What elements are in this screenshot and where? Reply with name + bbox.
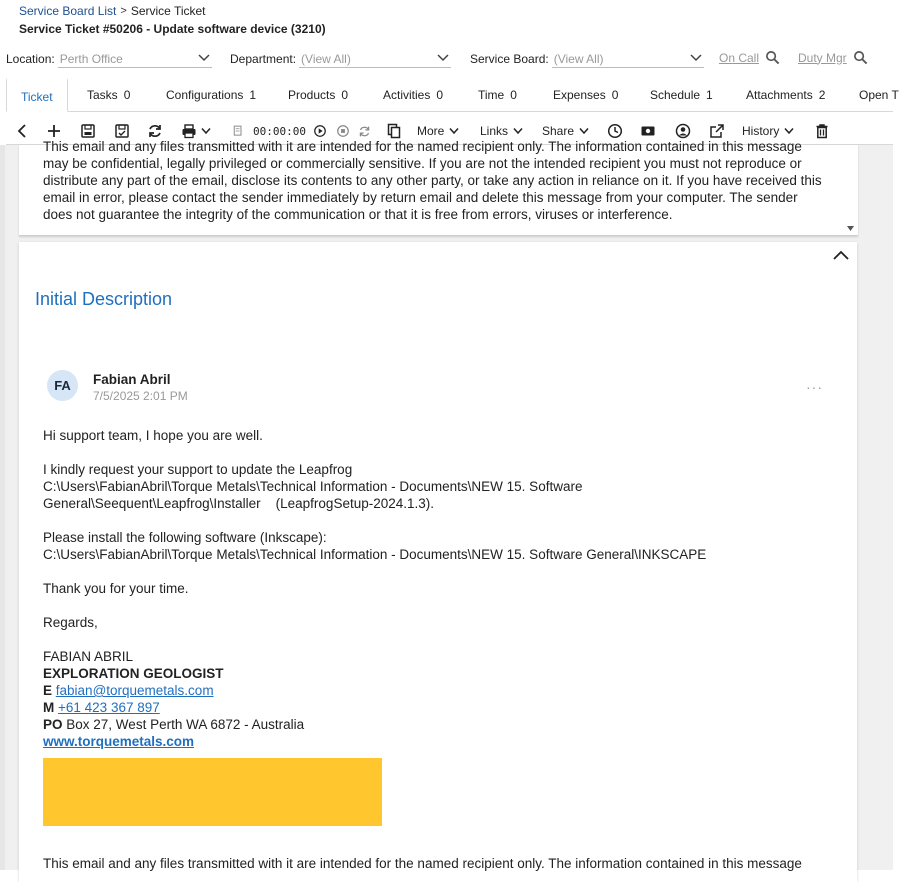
printer-icon [181, 123, 197, 139]
service-board-value: (View All) [553, 52, 604, 66]
copy-icon [386, 123, 402, 139]
user-circle-icon [675, 123, 691, 139]
refresh-icon [147, 123, 163, 139]
breadcrumb [19, 4, 206, 18]
tab-label: Activities [383, 88, 431, 102]
avatar: FA [47, 370, 78, 401]
email-link[interactable]: fabian@torquemetals.com [55, 683, 214, 698]
duty-mgr-link[interactable]: Duty Mgr [798, 50, 847, 65]
breadcrumb-service-board-list[interactable]: Service Board List [19, 4, 117, 18]
install-line: C:\Users\FabianAbril\Torque Metals\Technical Information - Documents\NEW 15. Software General\INKSCAPE [43, 547, 707, 562]
tab-label: Attachments [746, 88, 813, 102]
tab-label: Expenses [553, 88, 606, 102]
location-label: Location: [6, 52, 55, 66]
links-label: Links [480, 124, 509, 138]
tab-tasks[interactable] [87, 78, 130, 112]
tab-count: 2 [818, 88, 826, 102]
chevron-down-icon [690, 53, 702, 63]
clock-icon [607, 123, 623, 139]
department-filter [230, 50, 451, 68]
share-label: Share [542, 124, 575, 138]
timer-display: 00:00:00 [253, 124, 306, 138]
tab-count: 1 [249, 88, 257, 102]
tab-count: 0 [611, 88, 619, 102]
po-address: Box 27, West Perth WA 6872 - Australia [66, 717, 305, 732]
email-prefix: E [43, 683, 53, 698]
department-label: Department: [230, 52, 297, 66]
location-select[interactable] [58, 50, 212, 68]
tab-count: 0 [123, 88, 131, 102]
search-icon[interactable] [765, 50, 780, 65]
chevron-down-icon [437, 53, 449, 63]
request-line: General\Seequent\Leapfrog\Installer (LeapfrogSetup-2024.1.3). [43, 496, 435, 511]
stop-circle-icon [336, 124, 350, 138]
tab-label: Schedule [650, 88, 701, 102]
breadcrumb-current: Service Ticket [130, 4, 206, 18]
install-line: Please install the following software (Inkscape): [43, 530, 327, 545]
breadcrumb-separator: > [120, 5, 127, 17]
location-filter [6, 50, 212, 68]
department-value: (View All) [301, 52, 351, 66]
on-call-filter [719, 50, 780, 65]
tab-activities[interactable] [383, 78, 443, 112]
plus-icon [46, 123, 62, 139]
tab-label: Open T [859, 88, 899, 102]
tab-open-tickets[interactable] [859, 78, 899, 112]
service-board-filter [470, 50, 704, 68]
regards-line: Regards, [43, 615, 98, 630]
phone-link[interactable]: +61 423 367 897 [58, 700, 160, 715]
tab-label: Tasks [87, 88, 118, 102]
chevron-left-icon [14, 123, 30, 139]
chevron-up-icon[interactable] [833, 250, 849, 260]
tab-count: 0 [510, 88, 517, 102]
thanks-line: Thank you for your time. [43, 581, 189, 596]
note-body [43, 427, 833, 826]
external-link-icon [709, 123, 725, 139]
play-circle-icon [313, 124, 327, 138]
tab-count: 0 [341, 88, 349, 102]
initial-description-card [19, 242, 857, 882]
on-call-link[interactable]: On Call [719, 50, 760, 65]
chevron-down-icon [198, 53, 210, 63]
author-name: Fabian Abril [93, 372, 171, 387]
tab-label: Ticket [21, 90, 53, 104]
page-title: Service Ticket #50206 - Update software device (3210) [19, 22, 326, 36]
save-close-icon [114, 123, 130, 139]
tab-products[interactable] [288, 78, 348, 112]
history-label: History [742, 124, 780, 138]
mobile-prefix: M [43, 700, 55, 715]
back-button[interactable] [14, 122, 30, 140]
signature-po-row [43, 716, 833, 733]
money-icon [640, 123, 656, 139]
tab-expenses[interactable] [553, 78, 618, 112]
request-line: C:\Users\FabianAbril\Torque Metals\Technical Information - Documents\NEW 15. Software [43, 479, 583, 494]
section-title: Initial Description [35, 289, 173, 309]
chevron-down-icon [578, 127, 590, 135]
location-value: Perth Office [59, 52, 123, 66]
filter-bar [6, 50, 893, 70]
document-edit-icon [232, 125, 244, 137]
disclaimer-line: This email and any files transmitted with it are intended for the named recipient only. The information contained in this message [43, 856, 802, 871]
signature-mobile-row [43, 699, 833, 716]
signature-name: FABIAN ABRIL [43, 649, 134, 664]
signature-email-row [43, 682, 833, 699]
duty-mgr-filter [798, 50, 868, 65]
chevron-down-icon [783, 127, 795, 135]
tab-attachments[interactable] [746, 78, 825, 112]
more-label: More [417, 124, 445, 138]
department-select[interactable] [299, 50, 451, 68]
service-board-select[interactable] [552, 50, 704, 68]
website-link[interactable]: www.torquemetals.com [43, 734, 195, 749]
signature-banner-image [43, 758, 382, 826]
tab-label: Products [288, 88, 336, 102]
chevron-down-icon [201, 127, 211, 135]
tab-label: Configurations [166, 88, 244, 102]
tab-configurations[interactable] [166, 78, 256, 112]
email-disclaimer-text: This email and any files transmitted with it are intended for the named recipient only. The information contained in this message may be confidential, legally privileged or commercially sensitive. If you are not the intended recipient you must not reproduce or distribute any part of the email, disclose its contents to any other party, or take any action in reliance on it. If you have received this email in error, please contact the sender immediately by return email and delete this message from your computer. The sender does not guarantee the integrity of the communication or that it is free from errors, viruses or interference. [43, 139, 822, 222]
email-disclaimer-panel[interactable] [19, 139, 858, 236]
po-prefix: PO [43, 717, 63, 732]
tab-time[interactable] [478, 78, 517, 112]
note-date: 7/5/2025 2:01 PM [93, 389, 188, 403]
reset-icon [358, 125, 371, 138]
tab-ticket[interactable] [6, 78, 68, 112]
save-icon [80, 123, 96, 139]
tab-schedule[interactable] [650, 78, 713, 112]
scroll-down-arrow-icon[interactable] [847, 226, 854, 231]
greeting-line: Hi support team, I hope you are well. [43, 428, 263, 443]
trash-icon [814, 123, 830, 139]
tab-count: 0 [436, 88, 444, 102]
ticket-tabs [6, 78, 899, 112]
service-board-label: Service Board: [470, 52, 549, 66]
search-icon[interactable] [853, 50, 868, 65]
tab-count: 1 [706, 88, 713, 102]
chevron-down-icon [448, 127, 460, 135]
signature-title: EXPLORATION GEOLOGIST [43, 666, 224, 681]
more-options-icon[interactable]: ··· [806, 379, 823, 395]
request-line: I kindly request your support to update the Leapfrog [43, 462, 353, 477]
chevron-down-icon [512, 127, 524, 135]
tab-label: Time [478, 88, 505, 102]
